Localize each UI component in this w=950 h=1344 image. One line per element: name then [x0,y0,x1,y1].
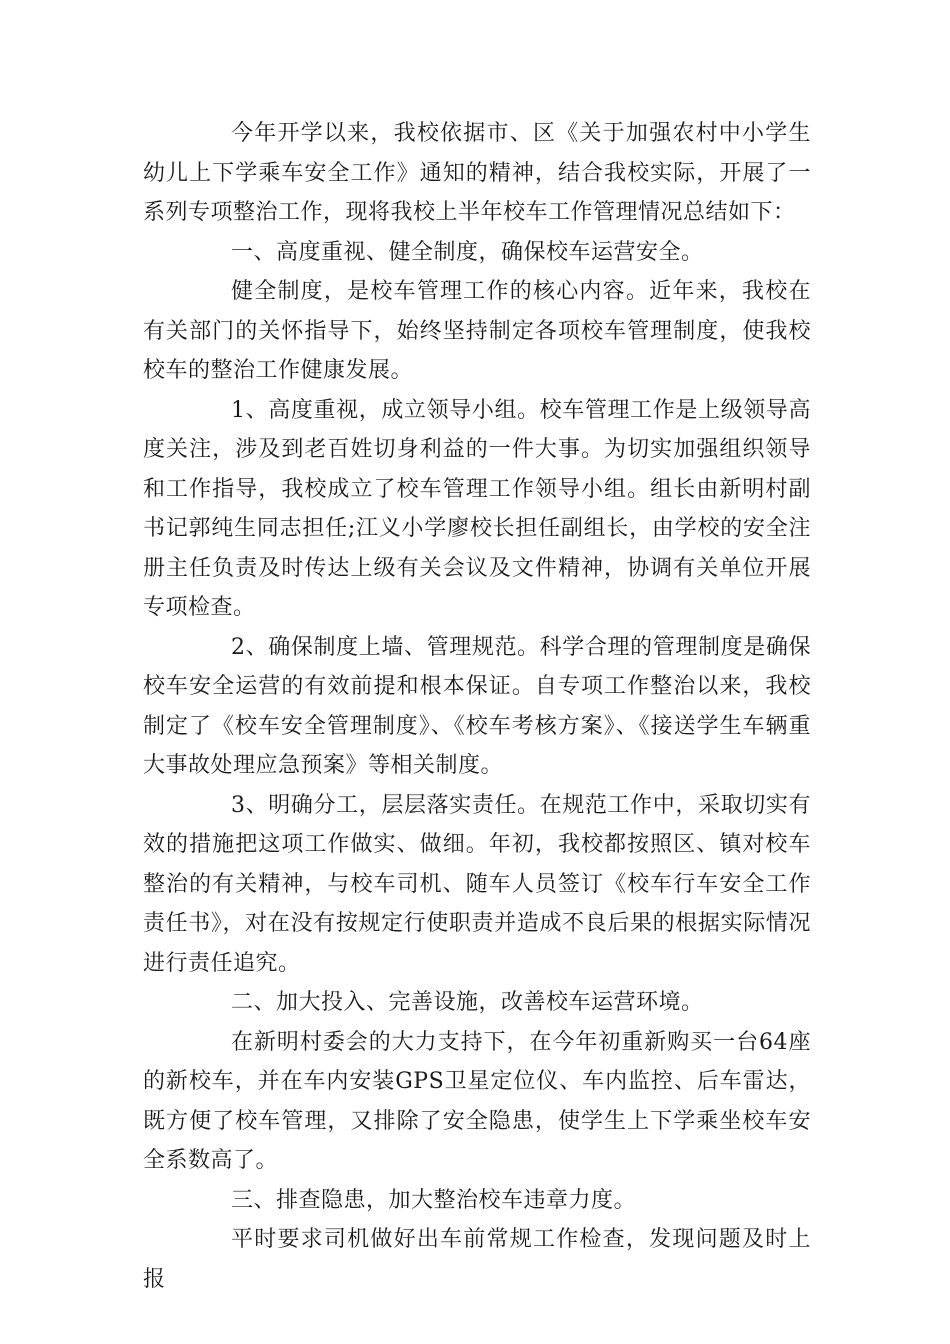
paragraph-section-2: 在新明村委会的大力支持下，在今年初重新购买一台64座的新校车，并在车内安装GPS卫星定位仪、车内监控、后车雷达，既方便了校车管理，又排除了安全隐患，使学生上下学乘坐校车安全系数高了。 [143,1029,811,1173]
paragraph-item-3: 3、明确分工，层层落实责任。在规范工作中，采取切实有效的措施把这项工作做实、做细。年初，我校都按照区、镇对校车整治的有关精神，与校车司机、随车人员签订《校车行车安全工作责任书》，对在没有按规定行使职责并造成不良后果的根据实际情况进行责任追究。 [143,792,811,976]
heading-section-2: 二、加大投入、完善设施，改善校车运营环境。 [231,990,704,1015]
paragraph-item-1: 1、高度重视，成立领导小组。校车管理工作是上级领导高度关注，涉及到老百姓切身利益的一件大事。为切实加强组织领导和工作指导，我校成立了校车管理工作领导小组。组长由新明村副书记郭纯生同志担任;江义小学廖校长担任副组长，由学校的安全注册主任负责及时传达上级有关会议及文件精神，协调有关单位开展专项检查。 [143,397,811,620]
paragraph-section-3: 平时要求司机做好出车前常规工作检查，发现问题及时上报 [143,1227,811,1292]
heading-section-3: 三、排查隐患，加大整治校车违章力度。 [231,1187,637,1213]
heading-section-1: 一、高度重视、健全制度，确保校车运营安全。 [231,239,704,265]
paragraph-section-1-intro: 健全制度，是校车管理工作的核心内容。近年来，我校在有关部门的关怀指导下，始终坚持制定各项校车管理制度，使我校校车的整治工作健康发展。 [143,279,811,383]
document-body [143,114,811,1299]
paragraph-item-2: 2、确保制度上墙、管理规范。科学合理的管理制度是确保校车安全运营的有效前提和根本保证。自专项工作整治以来，我校制定了《校车安全管理制度》、《校车考核方案》、《接送学生车辆重大事故处理应急预案》等相关制度。 [143,634,811,778]
paragraph-intro: 今年开学以来，我校依据市、区《关于加强农村中小学生幼儿上下学乘车安全工作》通知的精神，结合我校实际，开展了一系列专项整治工作，现将我校上半年校车工作管理情况总结如下： [143,121,811,225]
